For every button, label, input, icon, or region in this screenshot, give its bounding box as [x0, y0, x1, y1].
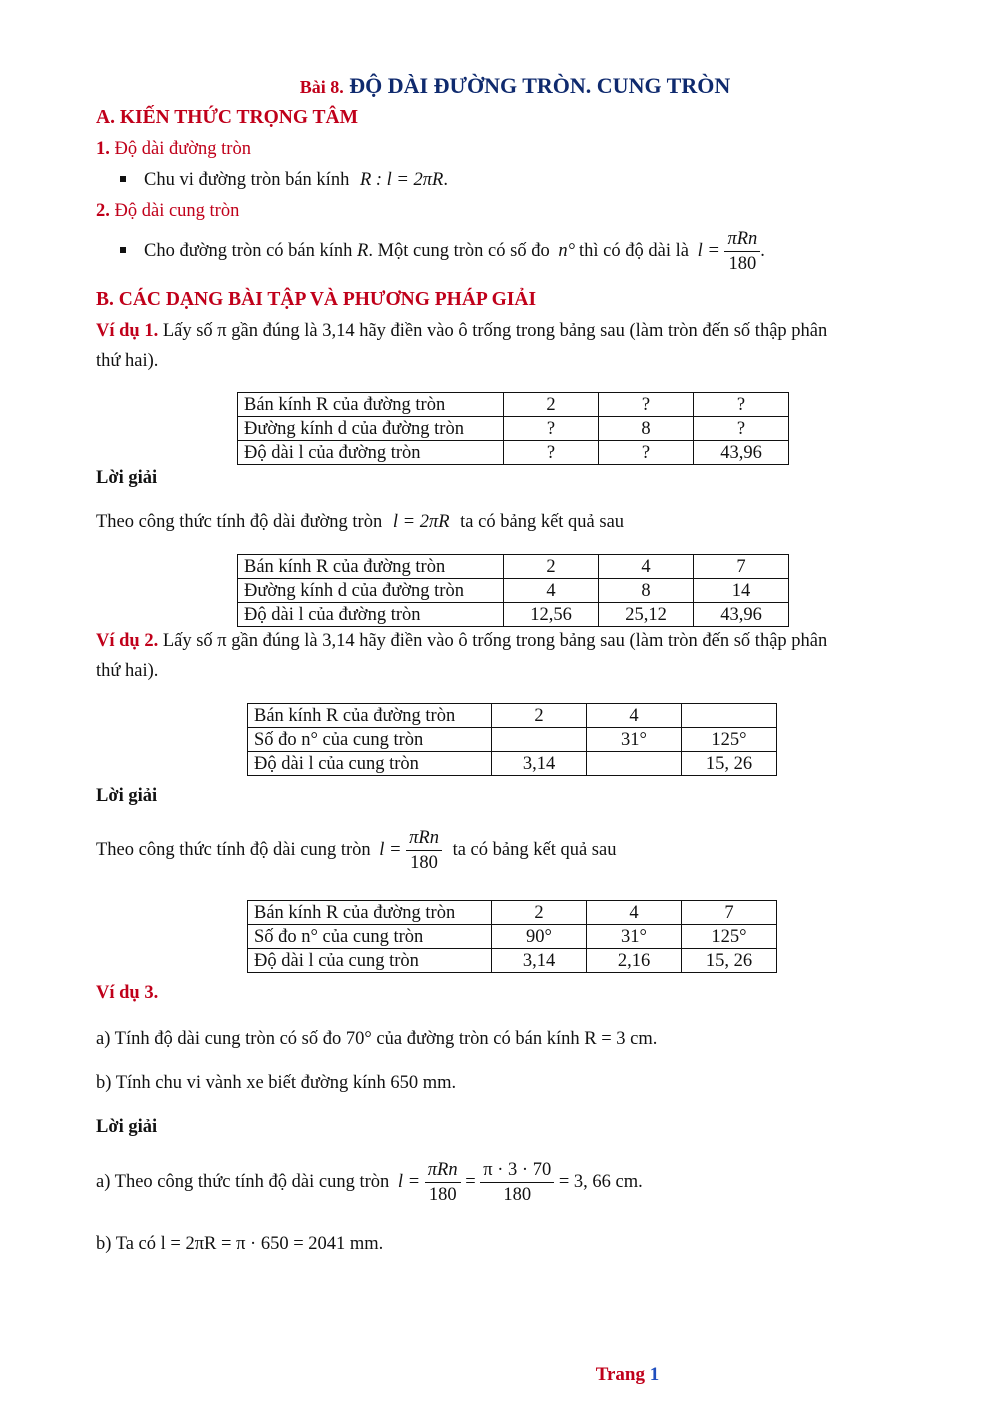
fraction-denominator: 180 [728, 254, 757, 275]
table-cell: Độ dài l của đường tròn [238, 441, 504, 465]
table-cell: 4 [599, 555, 694, 579]
table-cell: 125° [682, 728, 777, 752]
bullet-text: Chu vi đường tròn bán kính [144, 170, 350, 190]
table-cell: Độ dài l của cung tròn [248, 752, 492, 776]
subsection-2-heading [96, 201, 239, 222]
formula-lhs: l = [697, 241, 720, 262]
table-cell: 7 [694, 555, 789, 579]
table-cell: ? [694, 417, 789, 441]
page-title [0, 73, 1000, 99]
table-cell: ? [504, 441, 599, 465]
table-cell [492, 728, 587, 752]
table-cell: 31° [587, 728, 682, 752]
table-cell: 4 [504, 579, 599, 603]
subsection-2-number: 2. [96, 201, 110, 221]
table-cell: 43,96 [694, 603, 789, 627]
formula-arc-fraction [425, 1160, 461, 1206]
example-2-line-2: thứ hai). [96, 661, 159, 681]
bullet-square-icon [120, 176, 126, 182]
table-cell: ? [599, 393, 694, 417]
table-cell: 3,14 [492, 752, 587, 776]
table-cell: 4 [587, 901, 682, 925]
subsection-2-text: Độ dài cung tròn [114, 201, 240, 221]
lesson-title: ĐỘ DÀI ĐƯỜNG TRÒN. CUNG TRÒN [349, 73, 731, 98]
example-2-line-1 [96, 631, 827, 652]
example-1-solution-table [237, 554, 789, 627]
table-cell: 8 [599, 579, 694, 603]
formula-substituted-fraction [480, 1160, 554, 1206]
table-cell: Số đo n° của cung tròn [248, 925, 492, 949]
subsection-1-heading [96, 139, 251, 160]
table-cell: 43,96 [694, 441, 789, 465]
table-cell: ? [694, 393, 789, 417]
table-row [248, 901, 777, 925]
solution-text: Theo công thức tính độ dài cung tròn [96, 840, 371, 861]
table-cell [682, 704, 777, 728]
bullet-arc-length [120, 229, 765, 275]
bullet-square-icon [120, 247, 126, 253]
example-1-solution-text [96, 512, 624, 533]
example-1-label: Ví dụ 1. [96, 321, 159, 341]
table-row [248, 925, 777, 949]
fraction-denominator: 180 [428, 1185, 457, 1206]
example-1-text: Lấy số π gần đúng là 3,14 hãy điền vào ô trống trong bảng sau (làm tròn đến số thập phân [162, 321, 828, 341]
example-1-table [237, 392, 789, 465]
example-1-solution-label: Lời giải [96, 468, 158, 488]
table-cell: 90° [492, 925, 587, 949]
table-cell: Số đo n° của cung tròn [248, 728, 492, 752]
table-cell: 15, 26 [682, 752, 777, 776]
solution-text: ta có bảng kết quả sau [460, 512, 625, 532]
example-2-solution-table [247, 900, 777, 973]
fraction-denominator: 180 [503, 1185, 532, 1206]
example-3-solution-label: Lời giải [96, 1117, 158, 1137]
table-row [248, 728, 777, 752]
bullet-end: . [760, 241, 765, 262]
table-cell: 15, 26 [682, 949, 777, 973]
table-cell: Bán kính R của đường tròn [238, 393, 504, 417]
example-2-label: Ví dụ 2. [96, 631, 159, 651]
table-row [248, 704, 777, 728]
footer-page-number: 1 [649, 1364, 660, 1385]
bullet-text: . Một cung tròn có số đo [368, 241, 550, 262]
fraction-numerator: πRn [724, 229, 760, 252]
table-cell: ? [504, 417, 599, 441]
footer-page-word: Trang [595, 1364, 645, 1385]
example-2-solution-text [96, 828, 616, 874]
table-cell: Bán kính R của đường tròn [238, 555, 504, 579]
solution-text: a) Theo công thức tính độ dài cung tròn [96, 1172, 390, 1193]
bullet-end: . [443, 170, 448, 190]
table-cell: 31° [587, 925, 682, 949]
table-row [238, 393, 789, 417]
table-cell: 8 [599, 417, 694, 441]
page-footer [0, 1364, 1000, 1386]
table-cell: Đường kính d của đường tròn [238, 417, 504, 441]
table-row [238, 603, 789, 627]
equals-sign: = [465, 1172, 476, 1193]
table-row [248, 752, 777, 776]
example-2-table [247, 703, 777, 776]
example-1-line-1 [96, 321, 827, 342]
solution-text: ta có bảng kết quả sau [452, 840, 617, 861]
var-r: R [357, 241, 369, 262]
formula-lhs: l = [379, 840, 402, 861]
table-row [248, 949, 777, 973]
formula-lhs: l = [397, 1172, 421, 1193]
example-3-label: Ví dụ 3. [96, 983, 159, 1003]
formula-circumference: l = 2πR [392, 512, 450, 532]
table-cell: Bán kính R của đường tròn [248, 901, 492, 925]
section-a-heading: A. KIẾN THỨC TRỌNG TÂM [96, 107, 359, 128]
table-cell: 125° [682, 925, 777, 949]
fraction-numerator: π · 3 · 70 [480, 1160, 554, 1183]
example-3-solution-b: b) Ta có l = 2πR = π · 650 = 2041 mm. [96, 1234, 384, 1254]
example-3-solution-a [96, 1160, 643, 1206]
example-3-part-a: a) Tính độ dài cung tròn có số đo 70° của đường tròn có bán kính R = 3 cm. [96, 1029, 658, 1049]
table-cell: Độ dài l của đường tròn [238, 603, 504, 627]
lesson-number: Bài 8. [299, 77, 344, 97]
table-cell: 3,14 [492, 949, 587, 973]
result-value: = 3, 66 cm. [558, 1172, 643, 1193]
bullet-text: Cho đường tròn có bán kính [144, 241, 353, 262]
table-cell: Bán kính R của đường tròn [248, 704, 492, 728]
table-cell: Độ dài l của cung tròn [248, 949, 492, 973]
bullet-text: thì có độ dài là [579, 241, 689, 262]
table-row [238, 441, 789, 465]
fraction-numerator: πRn [425, 1160, 461, 1183]
fraction-numerator: πRn [406, 828, 442, 851]
table-row [238, 417, 789, 441]
formula-circumference: R : l = 2πR [359, 170, 444, 190]
example-1-line-2: thứ hai). [96, 351, 159, 371]
table-cell [587, 752, 682, 776]
subsection-1-number: 1. [96, 139, 110, 159]
example-2-solution-label: Lời giải [96, 786, 158, 806]
example-3-part-b: b) Tính chu vi vành xe biết đường kính 650 mm. [96, 1073, 457, 1093]
solution-text: Theo công thức tính độ dài đường tròn [96, 512, 383, 532]
table-cell: 4 [587, 704, 682, 728]
table-row [238, 579, 789, 603]
table-cell: 12,56 [504, 603, 599, 627]
fraction-denominator: 180 [410, 853, 438, 874]
bullet-circumference [120, 170, 448, 191]
example-2-text: Lấy số π gần đúng là 3,14 hãy điền vào ô trống trong bảng sau (làm tròn đến số thập phân [162, 631, 828, 651]
table-cell: 2 [492, 704, 587, 728]
table-cell: 2 [504, 555, 599, 579]
table-cell: 25,12 [599, 603, 694, 627]
table-cell: 2,16 [587, 949, 682, 973]
subsection-1-text: Độ dài đường tròn [114, 139, 251, 159]
formula-arc-fraction [406, 828, 442, 874]
formula-arc-fraction [724, 229, 760, 275]
var-n: n° [558, 241, 575, 262]
table-cell: ? [599, 441, 694, 465]
table-cell: 7 [682, 901, 777, 925]
table-cell: Đường kính d của đường tròn [238, 579, 504, 603]
table-row [238, 555, 789, 579]
table-cell: 14 [694, 579, 789, 603]
table-cell: 2 [492, 901, 587, 925]
table-cell: 2 [504, 393, 599, 417]
section-b-heading: B. CÁC DẠNG BÀI TẬP VÀ PHƯƠNG PHÁP GIẢI [96, 289, 537, 310]
